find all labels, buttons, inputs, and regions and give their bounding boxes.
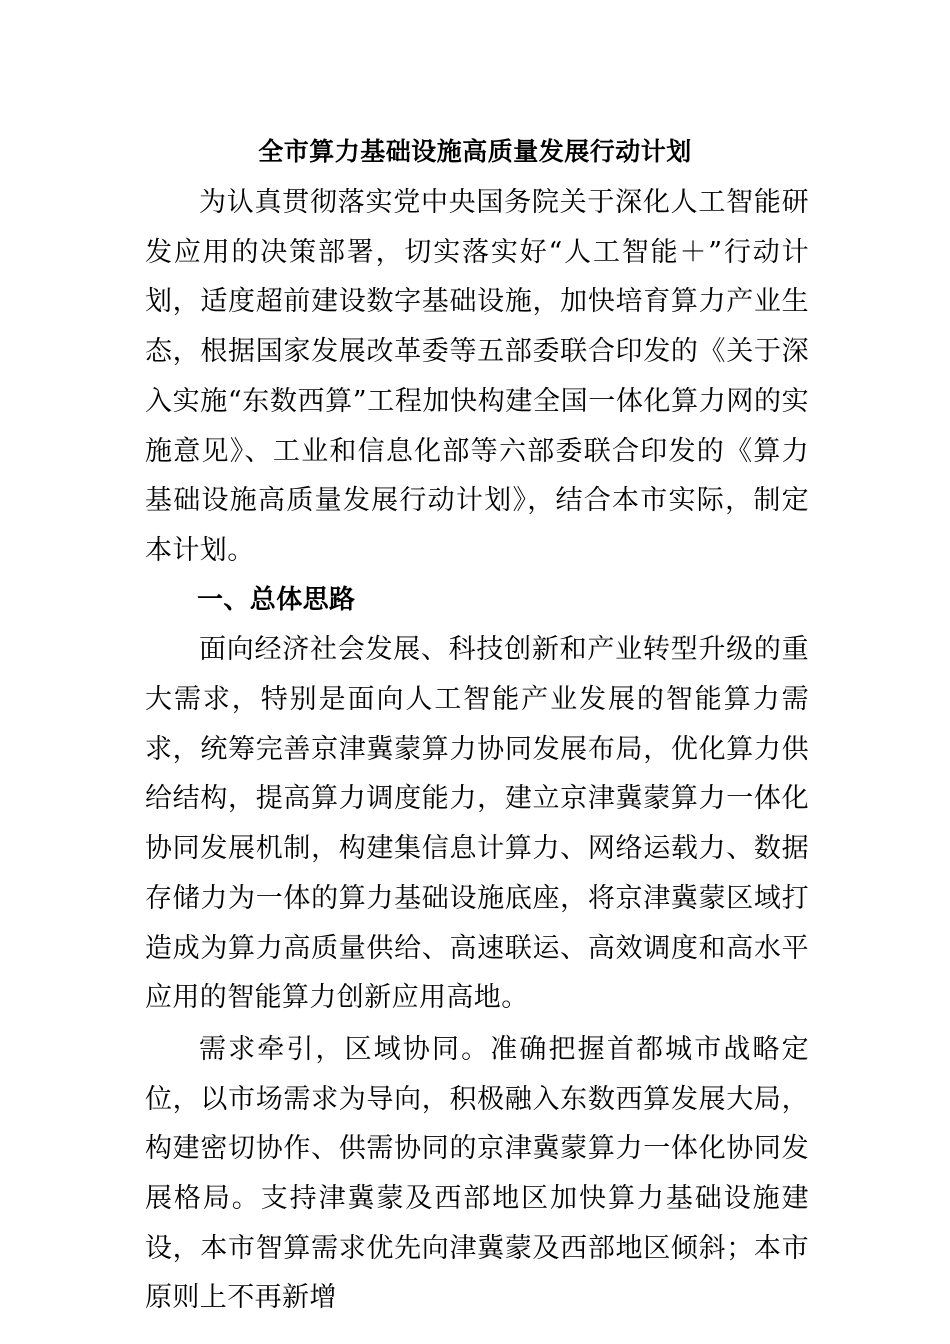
text-line: 提高算力调度能力，建立京津冀蒙算力一体化协同发展机 [145, 783, 809, 865]
text-line: 制，构建集信息计算力、网络运载力、数据存储力为一体 [145, 833, 809, 914]
text-line: 切协作、供需协同的京津冀蒙算力一体化协同发展格局。 [145, 1133, 810, 1215]
text-line: 算”工程加快构建全国一体化算力网的实施意见》、工业和 [145, 385, 809, 467]
text-line: 新应用高地。 [364, 982, 529, 1014]
section-paragraph [145, 1025, 809, 1323]
text-line: 家发展改革委等五部委联合印发的《关于深入实施“东数西 [145, 336, 809, 417]
text-line: 应用的决策部署，切实落实好“人工智能＋”行动计划，适度 [145, 236, 809, 318]
text-line: 以市场需求为导向，积极融入东数西算发展大局，构建密 [145, 1083, 809, 1165]
text-line: 需求，特别是面向人工智能产业发展的智能算力需求，统 [145, 684, 809, 765]
section-heading: 一、总体思路 [197, 584, 356, 615]
intro-paragraph [145, 178, 809, 576]
text-line: 面向经济社会发展、科技创新和产业转型升级的重大 [145, 634, 809, 716]
text-line: 为认真贯彻落实党中央国务院关于深化人工智能研发 [145, 187, 809, 268]
document-title: 全市算力基础设施高质量发展行动计划 [258, 137, 692, 166]
text-line: 量供给、高速联运、高效调度和高水平应用的智能算力创 [145, 932, 809, 1014]
text-line: 行动计划》，结合本市实际，制定本计划。 [145, 485, 809, 566]
text-line: 的算力基础设施底座，将京津冀蒙区域打造成为算力高质 [145, 882, 810, 964]
document-body [145, 178, 809, 1323]
text-line: 超前建设数字基础设施，加快培育算力产业生态，根据国 [145, 286, 809, 368]
text-line: 筹完善京津冀蒙算力协同发展布局，优化算力供给结构， [145, 733, 810, 815]
section-paragraph [145, 625, 809, 1023]
text-line: 需求牵引，区域协同。准确把握首都城市战略定位， [145, 1033, 809, 1115]
text-line: 支持津冀蒙及西部地区加快算力基础设施建设，本市智算 [145, 1183, 809, 1264]
text-line: 信息化部等六部委联合印发的《算力基础设施高质量发展 [145, 435, 809, 517]
text-line: 需求优先向津冀蒙及西部地区倾斜；本市原则上不再新增 [145, 1232, 810, 1314]
